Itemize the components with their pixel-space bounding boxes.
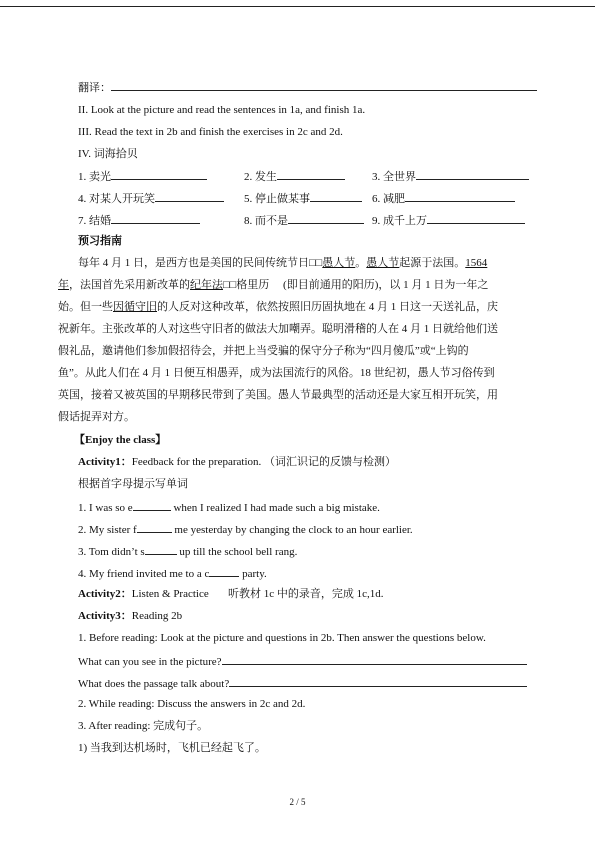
vocab-item: 1. 卖光 bbox=[78, 168, 207, 184]
vocab-item: 3. 全世界 bbox=[372, 168, 529, 184]
guide-line: 假礼品，邀请他们参加假招待会，并把上当受骗的保守分子称为“四月傻瓜”或“上钩的 bbox=[58, 345, 469, 357]
header-rule bbox=[0, 6, 595, 7]
reading-step-3: 3. After reading: 完成句子。 bbox=[78, 720, 209, 732]
page-number: 2 / 5 bbox=[289, 797, 306, 807]
guide-line: 假话捉弄对方。 bbox=[58, 411, 135, 423]
activity-1-label: Activity1： bbox=[78, 456, 132, 468]
translation-label: 翻译： bbox=[78, 82, 111, 94]
translation-line bbox=[78, 79, 537, 95]
vocab-item: 4. 对某人开玩笑 bbox=[78, 190, 224, 206]
vocab-item: 6. 减肥 bbox=[372, 190, 515, 206]
reading-step-1: 1. Before reading: Look at the picture and questions in 2b. Then answer the questions below. bbox=[78, 632, 486, 644]
guide-line: 始。但一些因循守旧的人反对这种改革，依然按照旧历固执地在 4 月 1 日这一天送礼品，庆 bbox=[58, 301, 498, 313]
vocab-blank[interactable] bbox=[310, 190, 362, 202]
question-1: What can you see in the picture? bbox=[78, 653, 527, 669]
sentence-item: 4. My friend invited me to a c party. bbox=[78, 565, 267, 581]
activity-2 bbox=[78, 587, 384, 601]
activity-3-text: Reading 2b bbox=[131, 610, 183, 622]
vocab-item: 5. 停止做某事 bbox=[244, 190, 362, 206]
reading-step-2: 2. While reading: Discuss the answers in 2c and 2d. bbox=[78, 698, 306, 710]
vocab-blank[interactable] bbox=[405, 190, 515, 202]
question-2: What does the passage talk about? bbox=[78, 675, 527, 691]
after-reading-item: 1) 当我到达机场时，飞机已经起飞了。 bbox=[78, 742, 266, 754]
exercise-2: II. Look at the picture and read the sentences in 1a, and finish 1a. bbox=[78, 104, 366, 116]
sentence-item: 2. My sister f me yesterday by changing the clock to an hour earlier. bbox=[78, 521, 413, 537]
exercise-4-title: IV. 词海拾贝 bbox=[78, 148, 138, 160]
sentence-blank[interactable] bbox=[133, 499, 171, 511]
guide-line: 鱼”。从此人们在 4 月 1 日便互相愚弄，成为法国流行的风俗。18 世纪初，愚人节习俗传到 bbox=[58, 367, 495, 379]
sentence-blank[interactable] bbox=[145, 543, 177, 555]
exercise-3: III. Read the text in 2b and finish the exercises in 2c and 2d. bbox=[78, 126, 343, 138]
guide-line: 每年 4 月 1 日，是西方也是美国的民间传统节日□□愚人节。愚人节起源于法国。1564 bbox=[78, 257, 488, 269]
guide-line: 英国，接着又被英国的早期移民带到了美国。愚人节最典型的活动还是大家互相开玩笑，用 bbox=[58, 389, 498, 401]
vocab-item: 7. 结婚 bbox=[78, 212, 200, 228]
sentence-blank[interactable] bbox=[209, 565, 239, 577]
sentence-item: 1. I was so e when I realized I had made such a big mistake. bbox=[78, 499, 380, 515]
vocab-blank[interactable] bbox=[111, 168, 207, 180]
activity-2-text: Listen & Practice 听教材 1c 中的录音，完成 1c,1d. bbox=[131, 588, 384, 600]
guide-line: 年，法国首先采用新改革的纪年法□□格里历 (即目前通用的阳历)，以 1 月 1 日为一年之 bbox=[58, 279, 489, 291]
activity-3-label: Activity3： bbox=[78, 610, 132, 622]
translation-blank[interactable] bbox=[111, 79, 537, 91]
sentence-item: 3. Tom didn’t s up till the school bell rang. bbox=[78, 543, 297, 559]
guide-title: 预习指南 bbox=[78, 235, 122, 247]
enjoy-title: 【Enjoy the class】 bbox=[74, 434, 167, 446]
answer-blank[interactable] bbox=[229, 675, 527, 687]
vocab-item: 9. 成千上万 bbox=[372, 212, 525, 228]
sentence-blank[interactable] bbox=[137, 521, 172, 533]
vocab-item: 8. 而不是 bbox=[244, 212, 364, 228]
vocab-blank[interactable] bbox=[111, 212, 200, 224]
activity-1-text: Feedback for the preparation. （词汇识记的反馈与检测） bbox=[131, 456, 397, 468]
vocab-blank[interactable] bbox=[427, 212, 525, 224]
vocab-blank[interactable] bbox=[155, 190, 224, 202]
guide-line: 祝新年。主张改革的人对这些守旧者的做法大加嘲弄。聪明滑稽的人在 4 月 1 日就给他们送 bbox=[58, 323, 498, 335]
activity-2-label: Activity2： bbox=[78, 588, 132, 600]
vocab-blank[interactable] bbox=[288, 212, 364, 224]
vocab-item: 2. 发生 bbox=[244, 168, 345, 184]
answer-blank[interactable] bbox=[222, 653, 527, 665]
activity-1 bbox=[78, 455, 396, 469]
activity-1-subtitle: 根据首字母提示写单词 bbox=[78, 478, 188, 490]
vocab-blank[interactable] bbox=[416, 168, 529, 180]
vocab-blank[interactable] bbox=[277, 168, 345, 180]
activity-3 bbox=[78, 609, 182, 623]
